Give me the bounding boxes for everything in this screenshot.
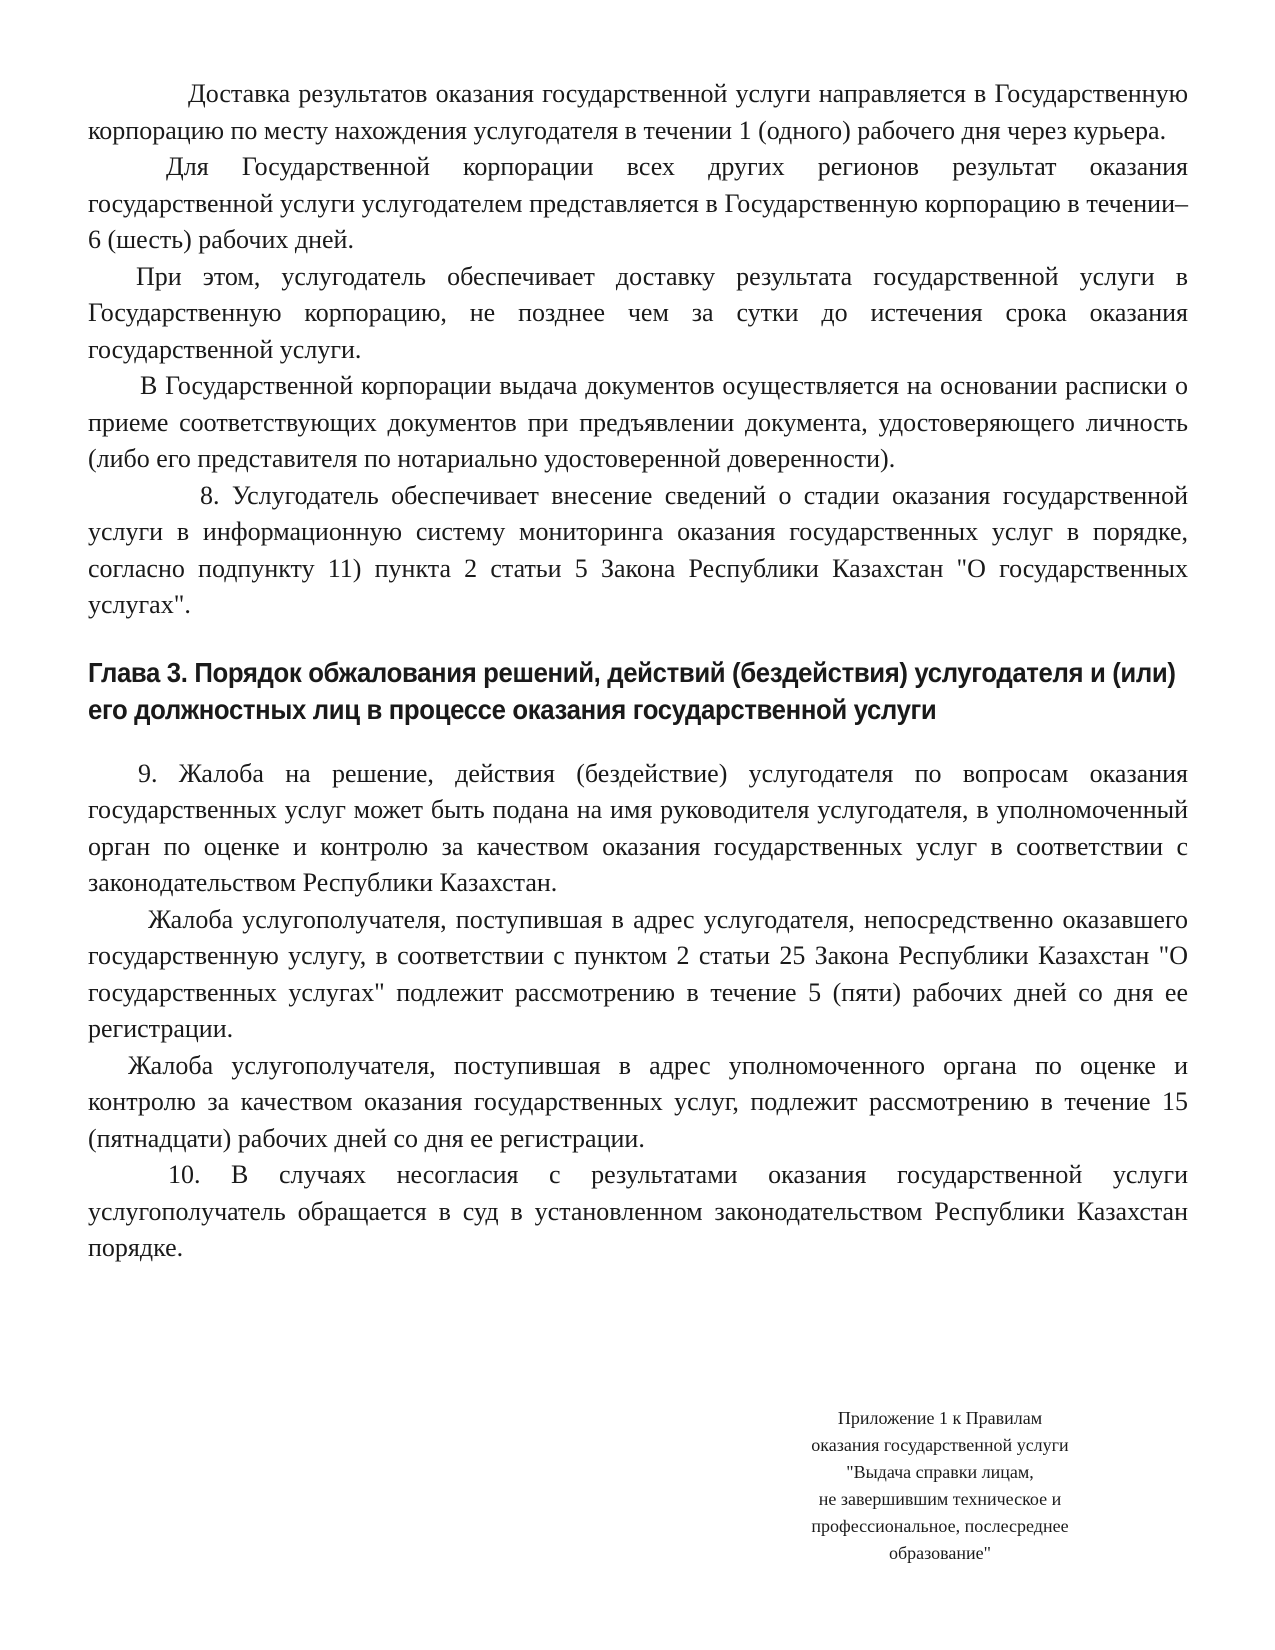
paragraph-complaint-provider: Жалоба услугополучателя, поступившая в адрес услугодателя, непосредственно оказавшего государственную услугу, в соответствии с пунктом 2 статьи 25 Закона Республики Казахстан "О государственных услугах" подлежит рассмотрению в течение 5 (пяти) рабочих дней со дня ее регистрации. bbox=[88, 904, 1188, 1043]
paragraph-item-9: 9. Жалоба на решение, действия (бездействие) услугодателя по вопросам оказания государственных услуг может быть подана на имя руководителя услугодателя, в уполномоченный орган по оценке и контролю за качеством оказания государственных услуг в соответствии с законодательством Республики Казахстан. bbox=[88, 758, 1188, 897]
paragraph-item-10: 10. В случаях несогласия с результатами оказания государственной услуги услугополучатель обращается в суд в установленном законодательством Республики Казахстан порядке. bbox=[88, 1160, 1188, 1262]
paragraph-item-8: 8. Услугодатель обеспечивает внесение сведений о стадии оказания государственной услуги в информационную систему мониторинга оказания государственных услуг в порядке, согласно подпункту 11) пункта 2 статьи 5 Закона Республики Казахстан "О государственных услугах". bbox=[88, 480, 1188, 619]
appendix-note bbox=[780, 1405, 1100, 1567]
appendix-line: не завершившим техническое и bbox=[818, 1489, 1062, 1509]
paragraph-complaint-authority: Жалоба услугополучателя, поступившая в адрес уполномоченного органа по оценке и контролю за качеством оказания государственных услуг, подлежит рассмотрению в течение 15 (пятнадцати) рабочих дней со дня ее регистрации. bbox=[88, 1050, 1188, 1153]
paragraph-delivery: Доставка результатов оказания государственной услуги направляется в Государственную корпорацию по месту нахождения услугодателя в течении 1 (одного) рабочего дня через курьера. bbox=[88, 79, 1188, 145]
paragraph-document-issuance: В Государственной корпорации выдача документов осуществляется на основании расписки о приеме соответствующих документов при предъявлении документа, удостоверяющего личность (либо его представителя по нотариально удостоверенной доверенности). bbox=[88, 371, 1188, 473]
appendix-line: образование" bbox=[888, 1543, 991, 1563]
paragraph-other-regions: Для Государственной корпорации всех других регионов результат оказания государственной услуги услугодателем представляется в Государственную корпорацию в течении– 6 (шесть) рабочих дней. bbox=[88, 152, 1188, 254]
paragraph-delivery-deadline: При этом, услугодатель обеспечивает доставку результата государственной услуги в Государственную корпорацию, не позднее чем за сутки до истечения срока оказания государственной услуги. bbox=[88, 261, 1188, 364]
document-body bbox=[88, 76, 1188, 1267]
appendix-line: оказания государственной услуги bbox=[811, 1435, 1069, 1455]
appendix-line: "Выдача справки лицам, bbox=[846, 1462, 1034, 1482]
chapter-heading: Глава 3. Порядок обжалования решений, действий (бездействия) услугодателя и (или) его должностных лиц в процессе оказания государственной услуги bbox=[88, 656, 1176, 725]
appendix-line: Приложение 1 к Правилам bbox=[837, 1408, 1043, 1428]
appendix-line: профессиональное, послесреднее bbox=[811, 1516, 1069, 1536]
